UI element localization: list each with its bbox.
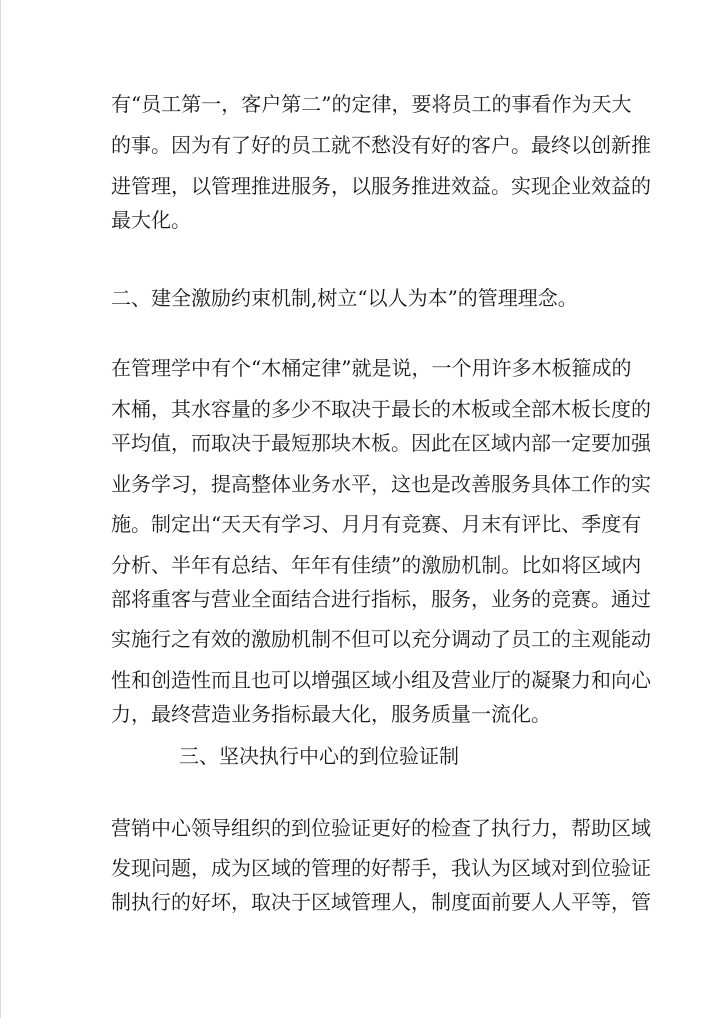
paragraph-1-line-3: 进管理，以管理推进服务，以服务推进效益。实现企业效益的 bbox=[111, 174, 651, 198]
paragraph-1-line-4: 最大化。 bbox=[111, 208, 191, 232]
paragraph-2-line-10: 力，最终营造业务指标最大化，服务质量一流化。 bbox=[111, 702, 551, 726]
paragraph-2-line-8: 实施行之有效的激励机制不但可以充分调动了员工的主观能动 bbox=[111, 627, 651, 651]
paragraph-2-line-7: 部将重客与营业全面结合进行指标，服务，业务的竞赛。通过 bbox=[111, 587, 651, 611]
paragraph-3-line-1: 营销中心领导组织的到位验证更好的检查了执行力，帮助区域 bbox=[111, 816, 651, 840]
paragraph-1-line-1: 有“员工第一，客户第二”的定律，要将员工的事看作为天大 bbox=[111, 92, 632, 116]
paragraph-1-line-2: 的事。因为有了好的员工就不愁没有好的客户。最终以创新推 bbox=[111, 133, 651, 157]
paragraph-3-line-2: 发现问题，成为区域的管理的好帮手，我认为区域对到位验证 bbox=[111, 856, 651, 880]
paragraph-3-line-3: 制执行的好坏，取决于区域管理人，制度面前要人人平等，管 bbox=[111, 890, 651, 914]
section-heading-3: 三、坚决执行中心的到位验证制 bbox=[179, 744, 459, 768]
paragraph-2-line-2: 木桶，其水容量的多少不取决于最长的木板或全部木板长度的 bbox=[111, 397, 651, 421]
paragraph-2-line-3: 平均值，而取决于最短那块木板。因此在区域内部一定要加强 bbox=[111, 431, 651, 455]
paragraph-2-line-1: 在管理学中有个“木桶定律”就是说，一个用许多木板箍成的 bbox=[111, 356, 632, 380]
paragraph-2-line-9: 性和创造性而且也可以增强区域小组及营业厅的凝聚力和向心 bbox=[111, 668, 651, 692]
paragraph-2-line-5: 施。制定出“天天有学习、月月有竞赛、月末有评比、季度有 bbox=[111, 512, 642, 536]
paragraph-2-line-4: 业务学习，提高整体业务水平，这也是改善服务具体工作的实 bbox=[111, 472, 651, 496]
paragraph-2-line-6: 分析、半年有总结、年年有佳绩”的激励机制。比如将区域内 bbox=[111, 553, 642, 577]
section-heading-2: 二、建全激励约束机制,树立“以人为本”的管理理念。 bbox=[111, 286, 578, 310]
